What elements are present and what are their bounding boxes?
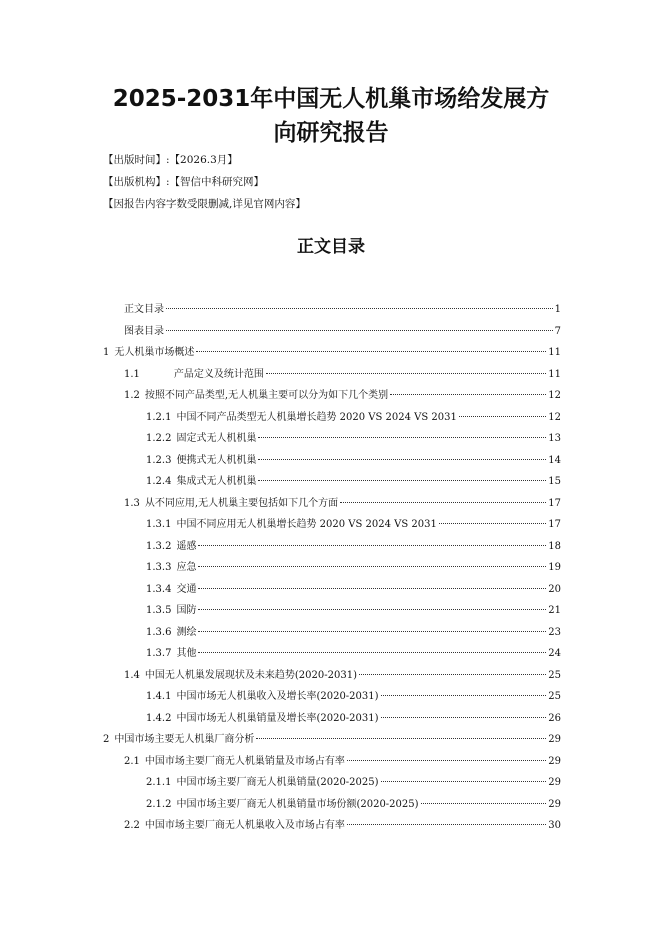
toc-leader-dots	[198, 631, 546, 632]
toc-entry[interactable]	[146, 517, 561, 533]
toc-entry-page: 7	[554, 325, 561, 337]
toc-entry-label: 中国市场无人机巢收入及增长率(2020-2031)	[176, 691, 379, 702]
toc-entry[interactable]	[146, 582, 561, 598]
toc-entry[interactable]	[124, 754, 561, 770]
toc-entry[interactable]	[146, 410, 561, 426]
toc-entry-label: 测绘	[176, 626, 197, 638]
toc-entry-label: 便携式无人机机巢	[176, 454, 257, 466]
toc-leader-dots	[381, 781, 547, 782]
toc-entry-number: 1.3.7	[146, 648, 172, 659]
toc-entry[interactable]	[146, 431, 561, 447]
toc-entry-number: 1.4.1	[146, 691, 172, 702]
toc-entry-label: 中国市场主要厂商无人机巢销量市场份额(2020-2025)	[176, 798, 419, 810]
toc-entry-label: 中国市场主要厂商无人机巢销量及市场占有率	[144, 755, 345, 767]
toc-entry-page: 20	[548, 583, 561, 595]
toc-entry-number: 2.1	[124, 755, 140, 767]
toc-leader-dots	[390, 394, 546, 395]
toc-leader-dots	[198, 566, 546, 567]
toc-entry-label: 从不同应用,无人机巢主要包括如下几个方面	[144, 497, 339, 509]
toc-entry[interactable]	[146, 711, 561, 727]
toc-entry-page: 11	[548, 368, 561, 380]
toc-entry[interactable]	[146, 797, 561, 813]
toc-leader-dots	[198, 609, 546, 610]
toc-entry-number: 1.2.1	[146, 411, 172, 423]
toc-entry[interactable]	[146, 603, 561, 619]
toc-entry-number: 1.3.6	[146, 626, 172, 638]
publish-date: 【出版时间】:【2026.3月】	[103, 154, 238, 166]
toc-entry-label: 按照不同产品类型,无人机巢主要可以分为如下几个类别	[144, 390, 389, 401]
toc-entry-label: 正文目录	[124, 304, 164, 315]
toc-entry-number: 1.3.4	[146, 583, 172, 595]
toc-entry-page: 18	[548, 540, 561, 552]
toc-entry-page: 17	[548, 519, 561, 530]
toc-entry-page: 12	[548, 390, 561, 401]
toc-leader-dots	[381, 717, 547, 718]
toc-entry-number: 1.2.2	[146, 433, 172, 444]
toc-leader-dots	[258, 437, 546, 438]
toc-entry-number: 2.1.2	[146, 798, 172, 810]
toc-entry-number: 1.3.1	[146, 519, 172, 530]
toc-entry-number: 1.2.4	[146, 476, 172, 487]
toc-entry-page: 11	[548, 347, 561, 358]
toc-leader-dots	[258, 480, 546, 481]
toc-entry-label: 国防	[176, 605, 197, 616]
toc-entry-page: 23	[548, 626, 561, 638]
toc-entry-label: 中国市场无人机巢销量及增长率(2020-2031)	[176, 712, 379, 724]
toc-entry-number: 1.4.2	[146, 712, 172, 724]
toc-entry-number: 1.3.2	[146, 540, 172, 552]
toc-entry-page: 13	[548, 433, 561, 444]
toc-leader-dots	[340, 502, 546, 503]
toc-entry-label: 产品定义及统计范围	[173, 368, 264, 380]
toc-entry-page: 25	[548, 669, 561, 681]
toc-entry-label: 遥感	[176, 540, 197, 552]
toc-entry-page: 29	[548, 734, 561, 745]
toc-entry[interactable]	[146, 453, 561, 469]
toc-entry-label: 其他	[176, 648, 197, 659]
toc-entry-number: 1.4	[124, 669, 140, 681]
toc-entry-page: 14	[548, 454, 561, 466]
toc-entry[interactable]	[146, 474, 561, 490]
toc-leader-dots	[266, 373, 546, 374]
toc-entry-label: 图表目录	[124, 325, 164, 337]
toc-entry[interactable]	[124, 388, 561, 404]
toc-entry-label: 交通	[176, 583, 197, 595]
toc-entry[interactable]	[146, 689, 561, 705]
toc-entry-label: 中国市场主要厂商无人机巢收入及市场占有率	[144, 820, 345, 831]
toc-entry-label: 集成式无人机机巢	[176, 476, 257, 487]
toc-entry-page: 29	[548, 798, 561, 810]
toc-entry-page: 24	[548, 648, 561, 659]
document-title-line-1: 2025-2031年中国无人机巢市场给发展方	[112, 86, 550, 112]
toc-entry-number: 2.2	[124, 820, 140, 831]
toc-leader-dots	[196, 351, 546, 352]
toc-leader-dots	[381, 695, 547, 696]
toc-entry-page: 17	[548, 497, 561, 509]
toc-entry[interactable]	[146, 775, 561, 791]
toc-leader-dots	[347, 760, 546, 761]
toc-entry[interactable]	[103, 732, 561, 748]
toc-leader-dots	[198, 545, 546, 546]
toc-entry-page: 29	[548, 777, 561, 788]
document-title-line-2: 向研究报告	[273, 120, 389, 146]
toc-entry[interactable]	[146, 539, 561, 555]
toc-entry-label: 中国不同产品类型无人机巢增长趋势 2020 VS 2024 VS 2031	[176, 411, 457, 423]
toc-entry-label: 中国无人机巢发展现状及未来趋势(2020-2031)	[144, 669, 357, 681]
toc-leader-dots	[439, 523, 546, 524]
toc-entry[interactable]	[124, 302, 561, 318]
toc-entry-number: 1.3.5	[146, 605, 172, 616]
toc-leader-dots	[166, 330, 553, 331]
toc-entry-page: 12	[548, 411, 561, 423]
toc-entry[interactable]	[146, 625, 561, 641]
toc-entry-number: 1.3.3	[146, 562, 172, 573]
toc-entry-number: 1.3	[124, 497, 140, 509]
toc-entry-label: 固定式无人机机巢	[176, 433, 257, 444]
toc-entry[interactable]	[124, 324, 561, 340]
toc-leader-dots	[359, 674, 546, 675]
toc-entry-number: 1.2.3	[146, 454, 172, 466]
toc-entry-page: 29	[548, 755, 561, 767]
toc-leader-dots	[198, 652, 546, 653]
toc-entry-page: 19	[548, 562, 561, 573]
toc-entry-label: 中国市场主要厂商无人机巢销量(2020-2025)	[176, 777, 379, 788]
toc-entry-page: 30	[548, 820, 561, 831]
content-notice: 【因报告内容字数受限删减,详见官网内容】	[103, 198, 306, 210]
toc-heading: 正文目录	[297, 237, 365, 257]
toc-entry-page: 25	[548, 691, 561, 702]
toc-leader-dots	[198, 588, 546, 589]
toc-entry[interactable]	[124, 367, 561, 383]
toc-leader-dots	[347, 824, 546, 825]
toc-entry-number: 1.2	[124, 390, 140, 401]
toc-entry[interactable]	[103, 345, 561, 361]
toc-leader-dots	[256, 738, 546, 739]
toc-leader-dots	[459, 416, 546, 417]
toc-leader-dots	[258, 459, 546, 460]
toc-entry[interactable]	[124, 668, 561, 684]
publisher: 【出版机构】:【智信中科研究网】	[103, 176, 265, 188]
toc-entry-label: 中国市场主要无人机巢厂商分析	[114, 734, 255, 745]
toc-entry-number: 2.1.1	[146, 777, 172, 788]
toc-leader-dots	[166, 308, 553, 309]
toc-entry-label: 中国不同应用无人机巢增长趋势 2020 VS 2024 VS 2031	[176, 519, 437, 530]
toc-entry[interactable]	[124, 818, 561, 834]
toc-entry-page: 1	[554, 304, 561, 315]
toc-entry-page: 26	[548, 712, 561, 724]
toc-entry-page: 15	[548, 476, 561, 487]
toc-entry-number: 2	[103, 734, 110, 745]
toc-entry-page: 21	[548, 605, 561, 616]
toc-entry-label: 无人机巢市场概述	[114, 347, 195, 358]
toc-entry-number: 1.1	[124, 368, 140, 380]
toc-entry[interactable]	[146, 560, 561, 576]
toc-entry-label: 应急	[176, 562, 197, 573]
toc-entry[interactable]	[124, 496, 561, 512]
toc-entry[interactable]	[146, 646, 561, 662]
toc-entry-number: 1	[103, 347, 110, 358]
toc-leader-dots	[421, 803, 547, 804]
